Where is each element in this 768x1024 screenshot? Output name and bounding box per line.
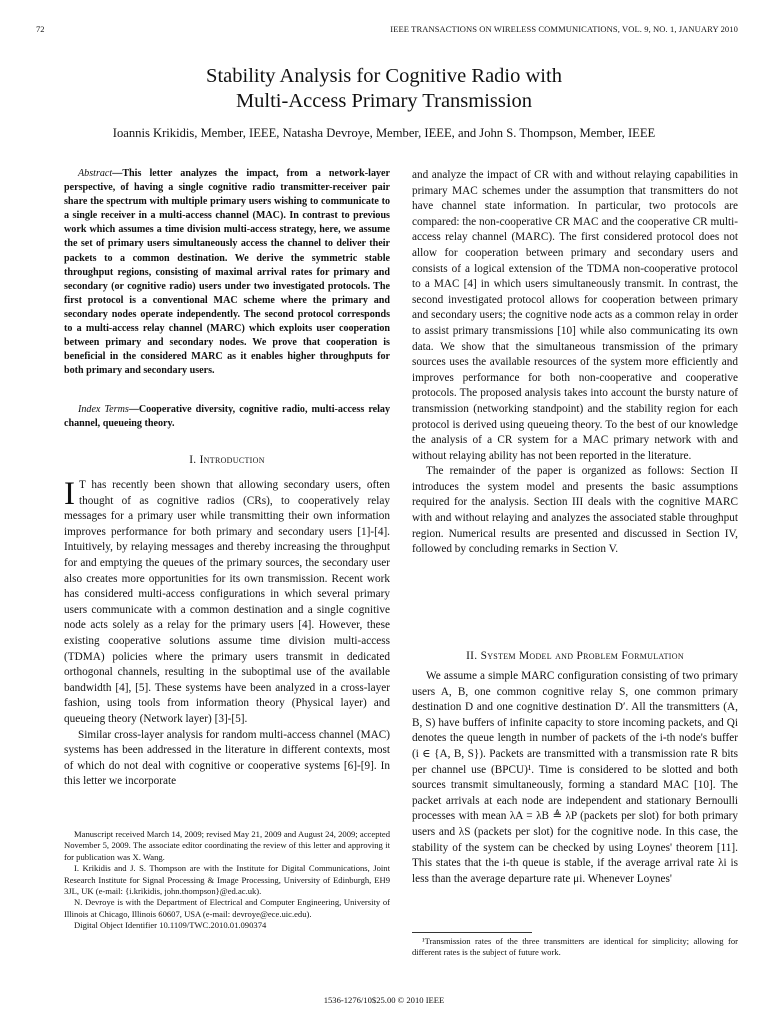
index-terms xyxy=(64,403,390,431)
intro-paragraph-1: I T has recently been shown that allowing secondary users, often thought of as cognitive radios (CRs), to cooperatively relay messages for a primary user while transmitting their own information improves performance for both primary and secondary users [1]-[4]. Intuitively, by relaying messages and thereby increasing the throughput for and emptying the queues of the primary sources, the secondary user also creates more opportunities for its own transmission. Recent work has considered multi-access configurations in which several primary users communicate with a common destination and a single cognitive node acts solely as a relay for the primary users [4]. However, these existing cooperative solutions assume time division multi-access (TDMA) policies where the primary users transmit in dedicated orthogonal channels, resulting in the suboptimal use of the available bandwidth [4], [5]. These systems have been analyzed in a cross-layer fashion, using tools from information theory (Physical layer) and queueing theory (Network layer) [3]-[5]. xyxy=(64,476,390,725)
footnote-affiliation-1: I. Krikidis and J. S. Thompson are with the Institute for Digital Communications, Joint Research Institute for Signal Processing & Image Processing, University of Edinburgh, EH9 3JL, UK (e-mail: {i.krikidis, john.thompson}@ed.ac.uk). xyxy=(64,863,390,897)
footnote-transmission-rates: ¹Transmission rates of the three transmitters are identical for simplicity; allowing for different rates is the subject of future work. xyxy=(412,936,738,958)
abstract-label: Abstract xyxy=(78,168,113,179)
intro-paragraph-3: and analyze the impact of CR with and without relaying capabilities in primary MAC schemes under the assumption that transmitters do not have channel state information. In particular, two protocols are compared: the non-cooperative CR MAC and the cooperative CR multi-access relay channel (MARC). The first considered protocol does not allow for cooperation between primary and secondary users and consists of a logical extension of the TDMA non-cooperative protocol to a MAC [4] in which users simultaneously transmit. In contrast, the second investigated protocol allows for cooperation between primary and secondary users; the cognitive node acts as a common relay in order to assist primary transmissions [10] while also communicating its own data. We show that the simultaneous transmission of the primary sources uses the available resources of the system more efficiently and improves performance for both non-cooperative and cooperative protocols. The proposed analysis takes into account the bursty nature of transmission (networking standpoint) and the stability region for each protocol is derived using queueing theory. To the best of our knowledge the analysis of a CR system for a MAC primary network with and without relaying ability has not been reported in the literature. xyxy=(412,169,738,462)
abstract xyxy=(64,167,390,378)
abstract-text: —This letter analyzes the impact, from a network-layer perspective, of having a single cognitive radio transmitter-receiver pair share the spectrum with multiple primary users wishing to communicate to a single receiver in a multi-access channel (MAC). In contrast to previous work which assumes a time division multi-access strategy, here, we assume the set of primary users simultaneously access the channel to deliver their packets to a common destination. We derive the symmetric stable throughput regions, consisting of maximal arrival rates for primary and secondary (or cognitive radio) users under two investigated protocols. The first protocol is a conventional MAC scheme where the primary and secondary nodes operate independently. The second protocol corresponds to a multi-access relay channel (MARC) which exploits user cooperation between primary and secondary nodes. We prove that cooperation is beneficial in the considered MARC as it enables higher throughputs for both primary and secondary users. xyxy=(64,168,390,377)
system-model-paragraph-1: We assume a simple MARC configuration consisting of two primary users A, B, one common cognitive relay S, one common primary destination D and one cognitive destination D′. All the transmitters (A, B, S) have buffers of infinite capacity to store incoming packets, and Qi denotes the queue length in number of packets of the i-th node's buffer (i ∈ {A, B, S}). Packets are transmitted with a transmission rate R bits per channel use (BPCU)¹. Time is considered to be slotted and both sources transmit simultaneously, forming a standard MAC [10]. The packet arrivals at each node are independent and stationary Bernoulli processes with mean λA = λB ≜ λP (packets per slot) for both primary users and λS (packets per slot) for the cognitive node. In this case, the stability of the system can be checked by using Loynes' theorem [11]. This states that the i-th queue is stable, if the average arrival rate λi is less than the average departure rate μi. Whenever Loynes' xyxy=(412,670,738,885)
footnote-affiliation-2: N. Devroye is with the Department of Electrical and Computer Engineering, University of Illinois at Chicago, Illinois 60607, USA (e-mail: devroye@ece.uic.edu). xyxy=(64,897,390,919)
footnotes-left xyxy=(64,829,390,932)
copyright-footer: 1536-1276/10$25.00 © 2010 IEEE xyxy=(323,995,445,1005)
footnote-manuscript: Manuscript received March 14, 2009; revised May 21, 2009 and August 24, 2009; accepted November 5, 2009. The associate editor coordinating the review of this letter and approving it for publication was X. Wang. xyxy=(64,829,390,862)
journal-citation: IEEE TRANSACTIONS ON WIRELESS COMMUNICATIONS, VOL. 9, NO. 1, JANUARY 2010 xyxy=(390,24,738,34)
intro-paragraph-4: The remainder of the paper is organized as follows: Section II introduces the system model and presents the basic assumptions required for the analysis. Section III deals with the cognitive MARC with and without relaying and analyzes the associated stable throughput region. Numerical results are presented and discussed in Section IV, followed by concluding remarks in Section V. xyxy=(412,465,738,556)
page-number: 72 xyxy=(36,24,45,34)
title-line-1: Stability Analysis for Cognitive Radio with xyxy=(206,65,562,87)
index-terms-label: Index Terms xyxy=(78,404,129,415)
introduction-right-column xyxy=(412,168,738,558)
drop-cap: I xyxy=(64,476,75,512)
system-model-column xyxy=(412,669,738,887)
footnote-right xyxy=(412,936,738,959)
index-terms-text: —Cooperative diversity, cognitive radio, multi-access relay channel, queueing theory. xyxy=(64,404,390,430)
intro-paragraph-2: Similar cross-layer analysis for random multi-access channel (MAC) systems has been addressed in the literature in different contexts, most of which do not deal with cognitive or cooperative systems [6]-[9]. In this letter we incorporate xyxy=(64,728,390,788)
section-heading-system-model: II. System Model and Problem Formulation xyxy=(466,650,684,662)
author-list: Ioannis Krikidis, Member, IEEE, Natasha Devroye, Member, IEEE, and John S. Thompson, Member, IEEE xyxy=(112,126,656,140)
footnote-doi: Digital Object Identifier 10.1109/TWC.2010.01.090374 xyxy=(74,920,267,931)
footnote-rule xyxy=(412,932,532,933)
title-line-2: Multi-Access Primary Transmission xyxy=(235,90,533,112)
introduction-left-column xyxy=(64,478,390,790)
section-heading-introduction: I. Introduction xyxy=(189,454,265,466)
paper-title xyxy=(0,64,768,114)
